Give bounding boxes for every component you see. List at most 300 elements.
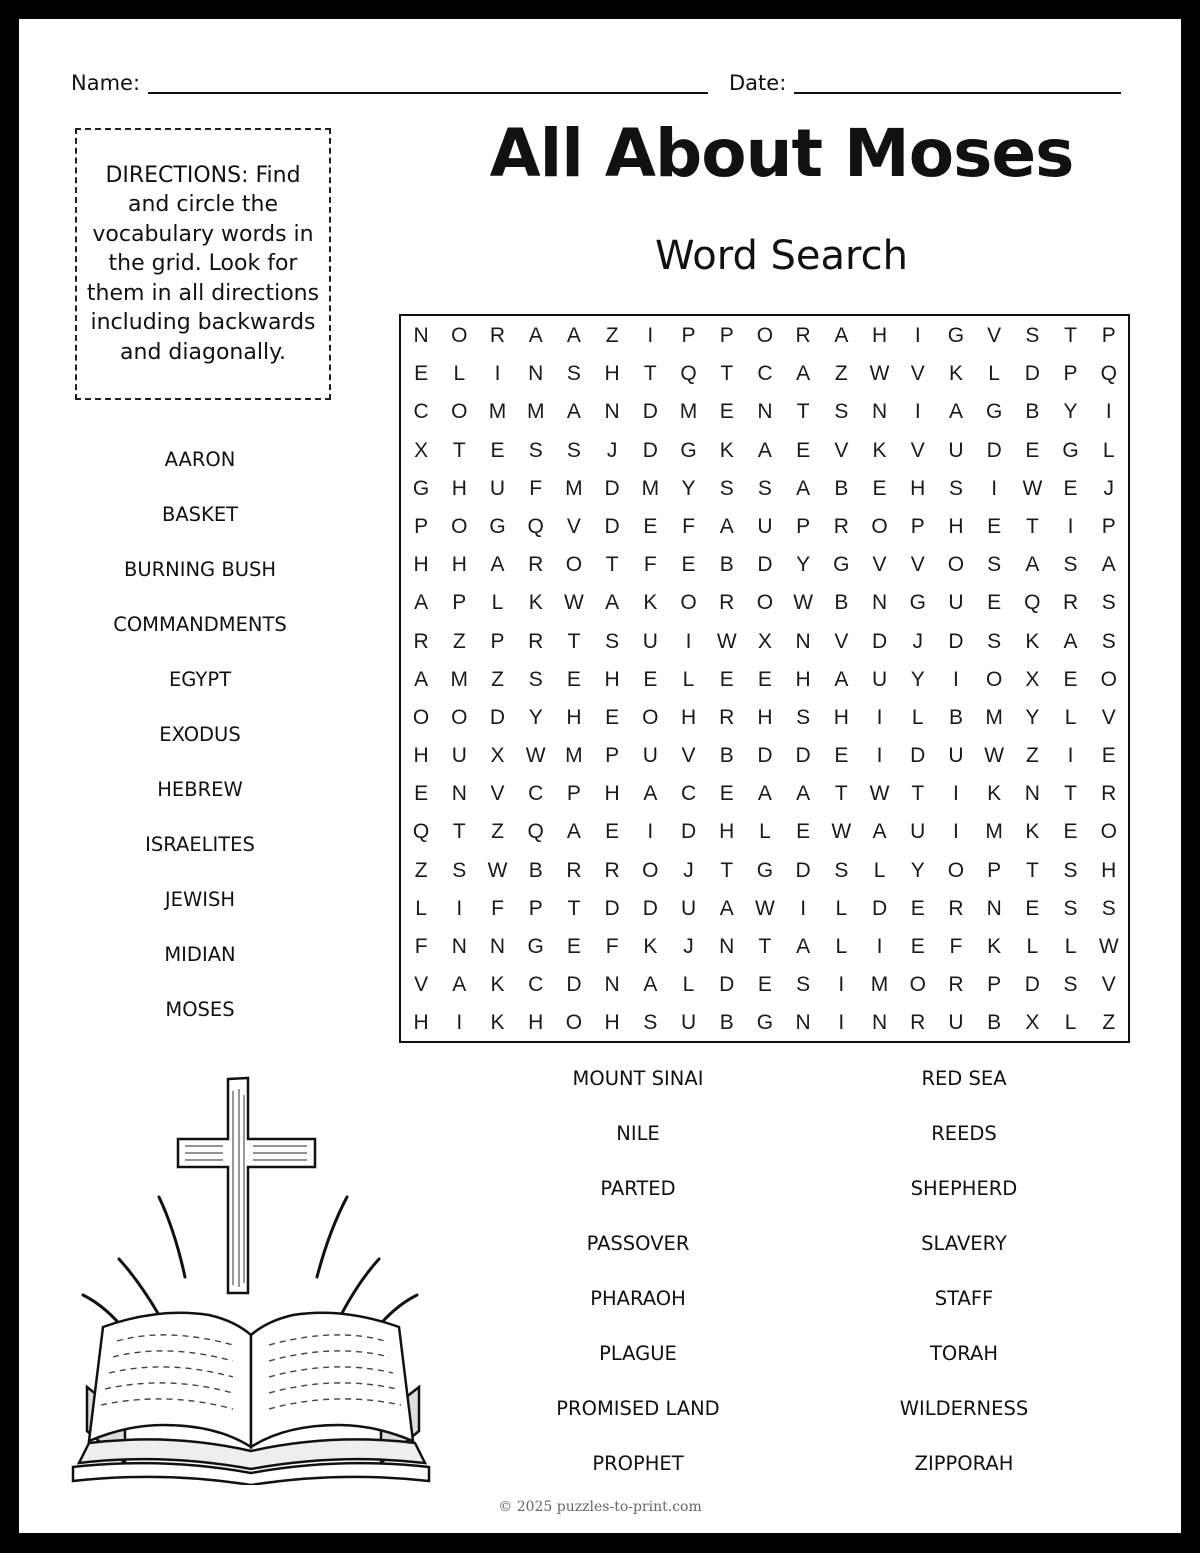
grid-letter[interactable]: H xyxy=(604,1011,620,1035)
grid-letter[interactable]: N xyxy=(451,935,467,958)
grid-letter[interactable]: L xyxy=(988,362,1000,386)
grid-letter[interactable]: E xyxy=(987,591,1002,615)
grid-letter[interactable]: S xyxy=(643,1011,658,1035)
grid-letter[interactable]: A xyxy=(643,782,658,806)
grid-letter[interactable]: D xyxy=(719,973,735,997)
grid-letter[interactable]: L xyxy=(835,935,848,958)
grid-letter[interactable]: L xyxy=(682,973,695,997)
grid-letter[interactable]: S xyxy=(987,629,1002,653)
grid-letter[interactable]: C xyxy=(528,782,544,806)
grid-letter[interactable]: A xyxy=(566,400,581,424)
grid-letter[interactable]: E xyxy=(605,705,620,729)
grid-letter[interactable]: I xyxy=(647,324,654,347)
grid-letter[interactable]: H xyxy=(795,667,811,691)
grid-letter[interactable]: C xyxy=(680,782,697,806)
grid-letter[interactable]: V xyxy=(566,514,581,538)
grid-letter[interactable]: Z xyxy=(414,858,428,882)
grid-letter[interactable]: X xyxy=(1025,667,1040,691)
grid-letter[interactable]: O xyxy=(756,324,774,347)
grid-letter[interactable]: K xyxy=(490,1011,505,1035)
grid-letter[interactable]: E xyxy=(681,553,696,577)
grid-letter[interactable]: U xyxy=(948,744,964,768)
grid-letter[interactable]: W xyxy=(755,896,775,920)
grid-letter[interactable]: Q xyxy=(527,820,544,844)
grid-letter[interactable]: O xyxy=(412,705,430,729)
grid-letter[interactable]: S xyxy=(1101,591,1116,615)
grid-letter[interactable]: E xyxy=(757,667,772,691)
grid-letter[interactable]: Y xyxy=(910,858,925,882)
grid-letter[interactable]: I xyxy=(494,362,501,386)
grid-letter[interactable]: P xyxy=(987,858,1002,882)
grid-letter[interactable]: A xyxy=(948,400,963,424)
grid-letter[interactable]: L xyxy=(453,362,466,386)
grid-letter[interactable]: O xyxy=(909,973,926,997)
grid-letter[interactable]: E xyxy=(834,744,849,768)
grid-letter[interactable]: R xyxy=(833,514,849,538)
grid-letter[interactable]: A xyxy=(566,324,581,347)
grid-letter[interactable]: E xyxy=(796,820,811,844)
grid-letter[interactable]: H xyxy=(680,705,697,729)
grid-letter[interactable]: R xyxy=(719,591,735,615)
grid-letter[interactable]: N xyxy=(795,1011,811,1035)
grid-letter[interactable]: U xyxy=(948,591,964,615)
grid-letter[interactable]: Q xyxy=(412,820,430,844)
grid-letter[interactable]: H xyxy=(833,705,849,729)
grid-letter[interactable]: W xyxy=(1022,476,1043,500)
grid-letter[interactable]: S xyxy=(528,667,543,691)
grid-letter[interactable]: A xyxy=(528,324,543,347)
grid-letter[interactable]: M xyxy=(565,744,583,768)
grid-letter[interactable]: I xyxy=(685,629,692,653)
grid-letter[interactable]: S xyxy=(796,973,811,997)
grid-letter[interactable]: B xyxy=(1025,400,1040,424)
grid-letter[interactable]: D xyxy=(642,438,658,462)
grid-letter[interactable]: H xyxy=(413,744,429,768)
grid-letter[interactable]: P xyxy=(1101,324,1116,347)
grid-letter[interactable]: G xyxy=(833,553,850,577)
grid-letter[interactable]: R xyxy=(795,324,811,347)
grid-letter[interactable]: A xyxy=(757,782,772,806)
grid-letter[interactable]: S xyxy=(1063,553,1078,577)
grid-letter[interactable]: Y xyxy=(1063,400,1078,424)
grid-letter[interactable]: W xyxy=(984,744,1005,768)
grid-letter[interactable]: G xyxy=(527,935,544,958)
grid-letter[interactable]: N xyxy=(871,591,888,615)
grid-letter[interactable]: D xyxy=(680,820,697,844)
grid-letter[interactable]: Z xyxy=(834,362,848,386)
grid-letter[interactable]: I xyxy=(914,324,921,347)
grid-letter[interactable]: P xyxy=(681,324,696,347)
grid-letter[interactable]: M xyxy=(450,667,469,691)
grid-letter[interactable]: T xyxy=(1064,782,1077,806)
grid-letter[interactable]: H xyxy=(528,1011,544,1035)
grid-letter[interactable]: D xyxy=(757,744,773,768)
grid-letter[interactable]: B xyxy=(719,553,734,577)
grid-letter[interactable]: V xyxy=(1101,705,1116,729)
grid-letter[interactable]: G xyxy=(412,476,430,500)
grid-letter[interactable]: S xyxy=(796,705,811,729)
grid-letter[interactable]: L xyxy=(759,820,771,844)
grid-letter[interactable]: S xyxy=(1101,629,1116,653)
grid-letter[interactable]: D xyxy=(642,896,658,920)
grid-letter[interactable]: R xyxy=(948,896,964,920)
grid-letter[interactable]: A xyxy=(719,514,734,538)
grid-letter[interactable]: S xyxy=(1063,973,1078,997)
grid-letter[interactable]: Q xyxy=(1024,591,1041,615)
grid-letter[interactable]: L xyxy=(1026,935,1039,958)
grid-letter[interactable]: E xyxy=(1025,896,1040,920)
grid-letter[interactable]: W xyxy=(869,362,890,386)
grid-letter[interactable]: C xyxy=(757,362,773,386)
grid-letter[interactable]: K xyxy=(643,591,658,615)
grid-letter[interactable]: J xyxy=(606,438,618,462)
grid-letter[interactable]: G xyxy=(756,1011,774,1035)
grid-letter[interactable]: A xyxy=(796,782,811,806)
grid-letter[interactable]: U xyxy=(910,820,926,844)
grid-letter[interactable]: K xyxy=(948,362,963,386)
grid-letter[interactable]: I xyxy=(838,973,845,997)
grid-letter[interactable]: B xyxy=(834,591,849,615)
grid-letter[interactable]: E xyxy=(796,438,811,462)
grid-letter[interactable]: S xyxy=(566,438,581,462)
grid-letter[interactable]: O xyxy=(947,553,965,577)
grid-letter[interactable]: T xyxy=(605,553,619,577)
grid-letter[interactable]: G xyxy=(909,591,926,615)
grid-letter[interactable]: H xyxy=(604,667,620,691)
grid-letter[interactable]: F xyxy=(643,553,657,577)
grid-letter[interactable]: I xyxy=(876,744,883,768)
grid-letter[interactable]: E xyxy=(1025,438,1040,462)
grid-letter[interactable]: W xyxy=(1098,935,1119,958)
grid-letter[interactable]: V xyxy=(910,438,925,462)
grid-letter[interactable]: I xyxy=(456,1011,463,1035)
grid-letter[interactable]: D xyxy=(1024,362,1040,386)
grid-letter[interactable]: G xyxy=(756,858,774,882)
grid-letter[interactable]: V xyxy=(1101,973,1116,997)
grid-letter[interactable]: F xyxy=(491,896,504,920)
grid-letter[interactable]: P xyxy=(1101,514,1116,538)
grid-letter[interactable]: E xyxy=(643,667,658,691)
grid-letter[interactable]: H xyxy=(566,705,582,729)
grid-letter[interactable]: Q xyxy=(680,362,697,386)
grid-letter[interactable]: N xyxy=(871,1011,888,1035)
grid-letter[interactable]: H xyxy=(948,514,964,538)
grid-letter[interactable]: B xyxy=(834,476,849,500)
grid-letter[interactable]: C xyxy=(413,400,429,424)
grid-letter[interactable]: I xyxy=(876,705,883,729)
grid-letter[interactable]: S xyxy=(566,362,581,386)
grid-letter[interactable]: M xyxy=(641,476,660,500)
grid-letter[interactable]: W xyxy=(831,820,852,844)
grid-letter[interactable]: E xyxy=(1063,667,1078,691)
grid-letter[interactable]: V xyxy=(681,744,696,768)
grid-letter[interactable]: N xyxy=(451,782,467,806)
grid-letter[interactable]: V xyxy=(834,438,849,462)
grid-letter[interactable]: E xyxy=(605,820,620,844)
grid-letter[interactable]: V xyxy=(987,324,1002,347)
grid-letter[interactable]: T xyxy=(643,362,657,386)
grid-letter[interactable]: R xyxy=(413,629,429,653)
grid-letter[interactable]: T xyxy=(834,782,848,806)
grid-letter[interactable]: U xyxy=(680,1011,697,1035)
grid-letter[interactable]: Y xyxy=(910,667,925,691)
grid-letter[interactable]: N xyxy=(757,400,773,424)
grid-letter[interactable]: L xyxy=(1064,705,1077,729)
grid-letter[interactable]: U xyxy=(757,514,773,538)
grid-letter[interactable]: P xyxy=(414,514,429,538)
grid-letter[interactable]: F xyxy=(414,935,428,958)
grid-letter[interactable]: U xyxy=(680,896,697,920)
grid-letter[interactable]: D xyxy=(1024,973,1040,997)
grid-letter[interactable]: D xyxy=(948,629,964,653)
grid-letter[interactable]: Q xyxy=(1100,362,1117,386)
grid-letter[interactable]: G xyxy=(985,400,1003,424)
grid-letter[interactable]: R xyxy=(489,324,506,347)
grid-letter[interactable]: D xyxy=(795,744,811,768)
grid-letter[interactable]: T xyxy=(1025,514,1039,538)
grid-letter[interactable]: D xyxy=(642,400,658,424)
grid-letter[interactable]: K xyxy=(719,438,734,462)
grid-letter[interactable]: V xyxy=(414,973,429,997)
grid-letter[interactable]: S xyxy=(528,438,543,462)
grid-letter[interactable]: U xyxy=(642,744,658,768)
grid-letter[interactable]: P xyxy=(987,973,1002,997)
grid-letter[interactable]: A xyxy=(414,667,429,691)
grid-letter[interactable]: H xyxy=(413,1011,429,1035)
grid-letter[interactable]: D xyxy=(604,514,620,538)
grid-letter[interactable]: O xyxy=(756,591,774,615)
grid-letter[interactable]: A xyxy=(414,591,429,615)
grid-letter[interactable]: R xyxy=(566,858,582,882)
grid-letter[interactable]: K xyxy=(528,591,543,615)
grid-letter[interactable]: O xyxy=(565,553,583,577)
grid-letter[interactable]: I xyxy=(1105,400,1112,424)
grid-letter[interactable]: P xyxy=(1063,362,1078,386)
grid-letter[interactable]: T xyxy=(567,896,581,920)
grid-letter[interactable]: N xyxy=(413,324,429,347)
grid-letter[interactable]: X xyxy=(1025,1011,1040,1035)
grid-letter[interactable]: I xyxy=(914,400,921,424)
grid-letter[interactable]: O xyxy=(1100,667,1117,691)
grid-letter[interactable]: E xyxy=(414,782,429,806)
grid-letter[interactable]: E xyxy=(1063,476,1078,500)
grid-letter[interactable]: U xyxy=(948,438,964,462)
grid-letter[interactable]: E xyxy=(566,935,581,958)
grid-letter[interactable]: U xyxy=(871,667,888,691)
grid-letter[interactable]: O xyxy=(451,514,468,538)
grid-letter[interactable]: A xyxy=(796,362,811,386)
grid-letter[interactable]: R xyxy=(604,858,620,882)
grid-letter[interactable]: D xyxy=(871,896,888,920)
grid-letter[interactable]: E xyxy=(987,514,1002,538)
grid-letter[interactable]: M xyxy=(526,400,545,424)
grid-letter[interactable]: W xyxy=(564,591,584,615)
grid-letter[interactable]: T xyxy=(720,858,734,882)
grid-letter[interactable]: Y xyxy=(528,705,543,729)
grid-letter[interactable]: J xyxy=(912,629,923,653)
grid-letter[interactable]: F xyxy=(529,476,543,500)
grid-letter[interactable]: B xyxy=(528,858,543,882)
grid-letter[interactable]: Z xyxy=(605,324,619,347)
grid-letter[interactable]: Y xyxy=(1025,705,1040,729)
grid-letter[interactable]: E xyxy=(643,514,658,538)
grid-letter[interactable]: K xyxy=(987,782,1002,806)
grid-letter[interactable]: J xyxy=(683,858,694,882)
grid-letter[interactable]: M xyxy=(985,705,1003,729)
grid-letter[interactable]: N xyxy=(489,935,506,958)
grid-letter[interactable]: B xyxy=(948,705,963,729)
grid-letter[interactable]: H xyxy=(910,476,926,500)
grid-letter[interactable]: Z xyxy=(1025,744,1039,768)
grid-letter[interactable]: M xyxy=(870,973,889,997)
grid-letter[interactable]: E xyxy=(490,438,505,462)
grid-letter[interactable]: R xyxy=(528,629,544,653)
grid-letter[interactable]: B xyxy=(987,1011,1002,1035)
grid-letter[interactable]: U xyxy=(948,1011,964,1035)
grid-letter[interactable]: W xyxy=(487,858,508,882)
grid-letter[interactable]: D xyxy=(604,476,620,500)
grid-letter[interactable]: A xyxy=(452,973,467,997)
grid-letter[interactable]: L xyxy=(491,591,504,615)
grid-letter[interactable]: A xyxy=(643,973,658,997)
grid-letter[interactable]: Z xyxy=(452,629,466,653)
grid-letter[interactable]: D xyxy=(604,896,620,920)
grid-letter[interactable]: L xyxy=(1064,1011,1077,1035)
grid-letter[interactable]: V xyxy=(910,362,925,386)
grid-letter[interactable]: B xyxy=(719,1011,734,1035)
grid-letter[interactable]: P xyxy=(910,514,925,538)
grid-letter[interactable]: I xyxy=(800,896,807,920)
grid-letter[interactable]: Z xyxy=(491,667,504,691)
grid-letter[interactable]: A xyxy=(719,896,734,920)
grid-letter[interactable]: K xyxy=(872,438,887,462)
grid-letter[interactable]: P xyxy=(566,782,581,806)
grid-letter[interactable]: S xyxy=(605,629,620,653)
grid-letter[interactable]: G xyxy=(1062,438,1079,462)
grid-letter[interactable]: S xyxy=(757,476,772,500)
grid-letter[interactable]: N xyxy=(1024,782,1040,806)
grid-letter[interactable]: O xyxy=(947,858,965,882)
grid-letter[interactable]: S xyxy=(1063,858,1078,882)
grid-letter[interactable]: T xyxy=(758,935,772,958)
grid-letter[interactable]: E xyxy=(566,667,581,691)
grid-letter[interactable]: A xyxy=(490,553,505,577)
grid-letter[interactable]: I xyxy=(647,820,654,844)
grid-letter[interactable]: E xyxy=(719,400,734,424)
grid-letter[interactable]: L xyxy=(415,896,427,920)
grid-letter[interactable]: K xyxy=(643,935,658,958)
grid-letter[interactable]: U xyxy=(489,476,506,500)
grid-letter[interactable]: S xyxy=(1101,896,1116,920)
grid-letter[interactable]: S xyxy=(719,476,734,500)
grid-letter[interactable]: T xyxy=(1025,858,1039,882)
grid-letter[interactable]: N xyxy=(871,400,888,424)
grid-letter[interactable]: L xyxy=(1102,438,1115,462)
grid-letter[interactable]: O xyxy=(1100,820,1117,844)
grid-letter[interactable]: P xyxy=(490,629,505,653)
grid-letter[interactable]: H xyxy=(1101,858,1117,882)
grid-letter[interactable]: O xyxy=(451,705,468,729)
grid-letter[interactable]: A xyxy=(872,820,887,844)
grid-letter[interactable]: T xyxy=(567,629,581,653)
grid-letter[interactable]: D xyxy=(757,553,773,577)
grid-letter[interactable]: C xyxy=(528,973,544,997)
grid-letter[interactable]: O xyxy=(680,591,697,615)
grid-letter[interactable]: T xyxy=(796,400,810,424)
grid-letter[interactable]: P xyxy=(796,514,811,538)
grid-letter[interactable]: O xyxy=(642,705,659,729)
grid-letter[interactable]: V xyxy=(834,629,849,653)
grid-letter[interactable]: S xyxy=(987,553,1002,577)
grid-letter[interactable]: R xyxy=(1101,782,1117,806)
grid-letter[interactable]: H xyxy=(757,705,773,729)
grid-letter[interactable]: P xyxy=(528,896,543,920)
grid-letter[interactable]: K xyxy=(1025,820,1040,844)
grid-letter[interactable]: Z xyxy=(491,820,504,844)
grid-letter[interactable]: W xyxy=(525,744,546,768)
grid-letter[interactable]: O xyxy=(985,667,1003,691)
grid-letter[interactable]: D xyxy=(566,973,582,997)
grid-letter[interactable]: E xyxy=(1101,744,1116,768)
grid-letter[interactable]: E xyxy=(414,362,429,386)
grid-letter[interactable]: P xyxy=(605,744,620,768)
grid-letter[interactable]: P xyxy=(452,591,467,615)
grid-letter[interactable]: R xyxy=(719,705,735,729)
grid-letter[interactable]: N xyxy=(986,896,1002,920)
grid-letter[interactable]: G xyxy=(947,324,965,347)
grid-letter[interactable]: O xyxy=(451,400,468,424)
grid-letter[interactable]: P xyxy=(719,324,734,347)
grid-letter[interactable]: S xyxy=(948,476,963,500)
grid-letter[interactable]: G xyxy=(489,514,506,538)
grid-letter[interactable]: S xyxy=(452,858,467,882)
grid-letter[interactable]: A xyxy=(757,438,772,462)
grid-letter[interactable]: V xyxy=(910,553,925,577)
grid-letter[interactable]: K xyxy=(1025,629,1040,653)
grid-letter[interactable]: A xyxy=(796,935,811,958)
grid-letter[interactable]: H xyxy=(451,476,467,500)
grid-letter[interactable]: I xyxy=(876,935,883,958)
grid-letter[interactable]: K xyxy=(490,973,505,997)
grid-letter[interactable]: N xyxy=(604,400,620,424)
grid-letter[interactable]: N xyxy=(528,362,544,386)
grid-letter[interactable]: W xyxy=(869,782,890,806)
grid-letter[interactable]: E xyxy=(1063,820,1078,844)
grid-letter[interactable]: U xyxy=(642,629,658,653)
grid-letter[interactable]: Z xyxy=(1102,1011,1116,1035)
grid-letter[interactable]: S xyxy=(1025,324,1040,347)
grid-letter[interactable]: G xyxy=(680,438,697,462)
grid-letter[interactable]: D xyxy=(910,744,926,768)
grid-letter[interactable]: A xyxy=(605,591,620,615)
grid-letter[interactable]: Y xyxy=(796,553,811,577)
grid-letter[interactable]: F xyxy=(949,935,963,958)
grid-letter[interactable]: L xyxy=(835,896,848,920)
grid-letter[interactable]: H xyxy=(413,553,429,577)
grid-letter[interactable]: S xyxy=(834,400,849,424)
grid-letter[interactable]: I xyxy=(1067,744,1074,768)
grid-letter[interactable]: D xyxy=(795,858,811,882)
grid-letter[interactable]: E xyxy=(719,667,734,691)
grid-letter[interactable]: E xyxy=(910,896,925,920)
grid-letter[interactable]: L xyxy=(1064,935,1077,958)
grid-letter[interactable]: A xyxy=(1063,629,1078,653)
grid-letter[interactable]: T xyxy=(720,362,734,386)
grid-letter[interactable]: I xyxy=(838,1011,845,1035)
grid-letter[interactable]: K xyxy=(987,935,1002,958)
grid-letter[interactable]: A xyxy=(834,667,849,691)
grid-letter[interactable]: A xyxy=(566,820,581,844)
